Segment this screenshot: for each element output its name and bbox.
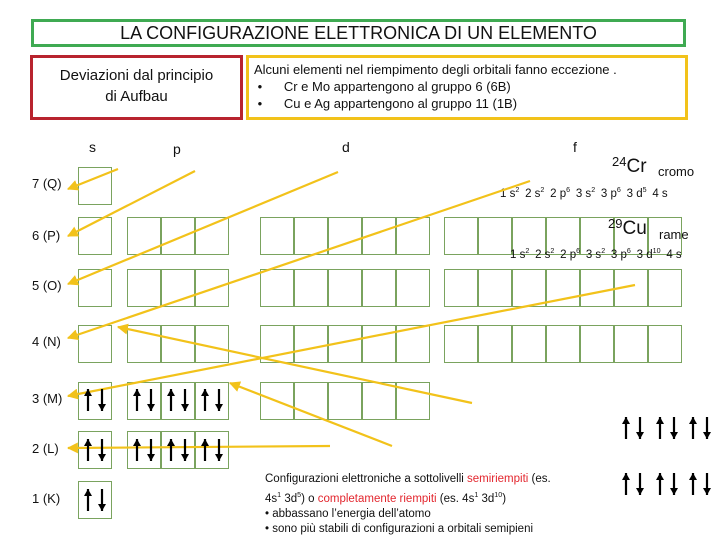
spin-arrowhead <box>703 488 711 495</box>
fn-4s-sup2: 1 <box>474 490 479 499</box>
shell-label-3: 3 (M) <box>32 391 63 406</box>
spin-arrowhead <box>622 417 630 424</box>
shell-label-1: 1 (K) <box>32 491 61 506</box>
spin-arrowhead <box>201 389 209 396</box>
config-term: 2 p <box>560 248 577 261</box>
config-term: 1 s <box>510 248 526 261</box>
shell-label-6: 6 (P) <box>32 228 61 243</box>
footnote-line2 <box>265 488 645 507</box>
title-text: LA CONFIGURAZIONE ELETTRONICA DI UN ELEMENTO <box>120 22 597 43</box>
config-term: 3 d <box>636 248 653 261</box>
config-exponent: 10 <box>652 247 661 255</box>
spin-arrowhead <box>656 473 664 480</box>
fn-o: ) o <box>301 492 318 505</box>
config-exponent: 2 <box>601 247 606 255</box>
spin-arrowhead <box>84 389 92 396</box>
spin-arrowhead <box>147 454 155 461</box>
fn-close: ) <box>502 492 507 505</box>
spin-arrowhead <box>670 488 678 495</box>
config-term: 4 s <box>666 248 682 261</box>
fn-text-b: (es. <box>528 473 551 485</box>
chromium-mass: 24 <box>612 154 627 169</box>
shell-label-4: 4 (N) <box>32 334 61 349</box>
spin-arrowhead <box>84 439 92 446</box>
note-bullet-2: • Cu e Ag appartengono al gruppo 11 (1B) <box>254 96 518 111</box>
spin-arrowhead <box>689 417 697 424</box>
fn-3d-sup2: 10 <box>494 490 503 499</box>
config-exponent: 6 <box>566 186 571 194</box>
shell-label-5: 5 (O) <box>32 278 62 293</box>
sublevel-f-header: f <box>573 139 577 155</box>
note-bullet-1-text: Cr e Mo appartengono al gruppo 6 (6B) <box>283 79 511 94</box>
footnote-bullet2: • sono più stabili di configurazioni a orbitali semipieni <box>265 523 534 536</box>
config-term: 3 s <box>575 187 592 200</box>
copper-mass: 29 <box>608 216 623 231</box>
config-exponent: 2 <box>525 247 530 255</box>
spin-arrowhead <box>133 439 141 446</box>
fn-text-a: Configurazioni elettroniche a sottolivelli <box>265 473 467 485</box>
note-bullet-2-text: Cu e Ag appartengono al gruppo 11 (1B) <box>283 96 518 111</box>
spin-arrowhead <box>133 389 141 396</box>
spin-arrowhead <box>181 404 189 411</box>
copper-symbol-text: Cu <box>622 218 647 239</box>
fn-3d: 3d <box>281 492 298 505</box>
fn-3d-sup: 5 <box>297 490 302 499</box>
config-exponent: 2 <box>515 186 520 194</box>
spin-arrowhead <box>215 454 223 461</box>
config-term: 2 s <box>535 248 551 261</box>
spin-arrowhead <box>670 432 678 439</box>
footnote-bullet1: • abbassano l’energia dell’atomo <box>265 507 431 520</box>
sublevel-s-header: s <box>89 139 96 155</box>
fn-half-filled: semiriempiti <box>467 473 529 485</box>
config-exponent: 2 <box>591 186 596 194</box>
spin-arrowhead <box>703 432 711 439</box>
spin-arrowhead <box>656 417 664 424</box>
config-term: 4 s <box>652 187 668 200</box>
spin-arrowhead <box>181 454 189 461</box>
spin-arrowhead <box>167 389 175 396</box>
config-term: 2 s <box>525 187 541 200</box>
spin-arrowhead <box>98 454 106 461</box>
footnote-line1 <box>265 472 645 488</box>
config-exponent: 5 <box>642 186 647 194</box>
config-exponent: 6 <box>616 186 621 194</box>
fn-fully-filled: completamente riempiti <box>317 492 437 505</box>
config-exponent: 6 <box>626 247 631 255</box>
spin-arrowhead <box>98 504 106 511</box>
spin-arrowhead <box>636 432 644 439</box>
config-term: 1 s <box>500 187 516 200</box>
note-bullet-1: • Cr e Mo appartengono al gruppo 6 (6B) <box>254 79 511 94</box>
fn-4s: 4s <box>265 492 278 505</box>
spin-arrowhead <box>689 473 697 480</box>
spin-arrowhead <box>147 404 155 411</box>
config-term: 3 p <box>610 248 627 261</box>
config-exponent: 6 <box>576 247 581 255</box>
fn-3d2: 3d <box>478 492 495 505</box>
chromium-symbol-text: Cr <box>626 156 647 177</box>
deviations-line2: di Aufbau <box>105 88 168 105</box>
note-intro: Alcuni elementi nel riempimento degli orbitali fanno eccezione . <box>254 62 617 77</box>
deviations-line1: Deviazioni dal principio <box>59 67 214 84</box>
config-term: 3 p <box>600 187 617 200</box>
config-term: 2 p <box>550 187 567 200</box>
shell-label-7: 7 (Q) <box>32 176 62 191</box>
config-term: 3 s <box>585 248 602 261</box>
fn-example: (es. 4s <box>436 492 475 505</box>
footnote <box>265 472 645 538</box>
config-exponent: 2 <box>540 186 545 194</box>
sublevel-p-header: p <box>173 141 181 157</box>
config-exponent: 2 <box>550 247 555 255</box>
spin-arrowhead <box>201 439 209 446</box>
chromium-name: cromo <box>658 164 695 179</box>
spin-arrowhead <box>98 404 106 411</box>
shell-label-2: 2 (L) <box>32 441 59 456</box>
sublevel-d-header: d <box>342 139 350 155</box>
fn-4s-sup: 1 <box>277 490 282 499</box>
spin-arrowhead <box>215 404 223 411</box>
spin-arrowhead <box>84 489 92 496</box>
config-term: 3 d <box>626 187 643 200</box>
spin-arrowhead <box>167 439 175 446</box>
copper-name: rame <box>659 227 689 242</box>
